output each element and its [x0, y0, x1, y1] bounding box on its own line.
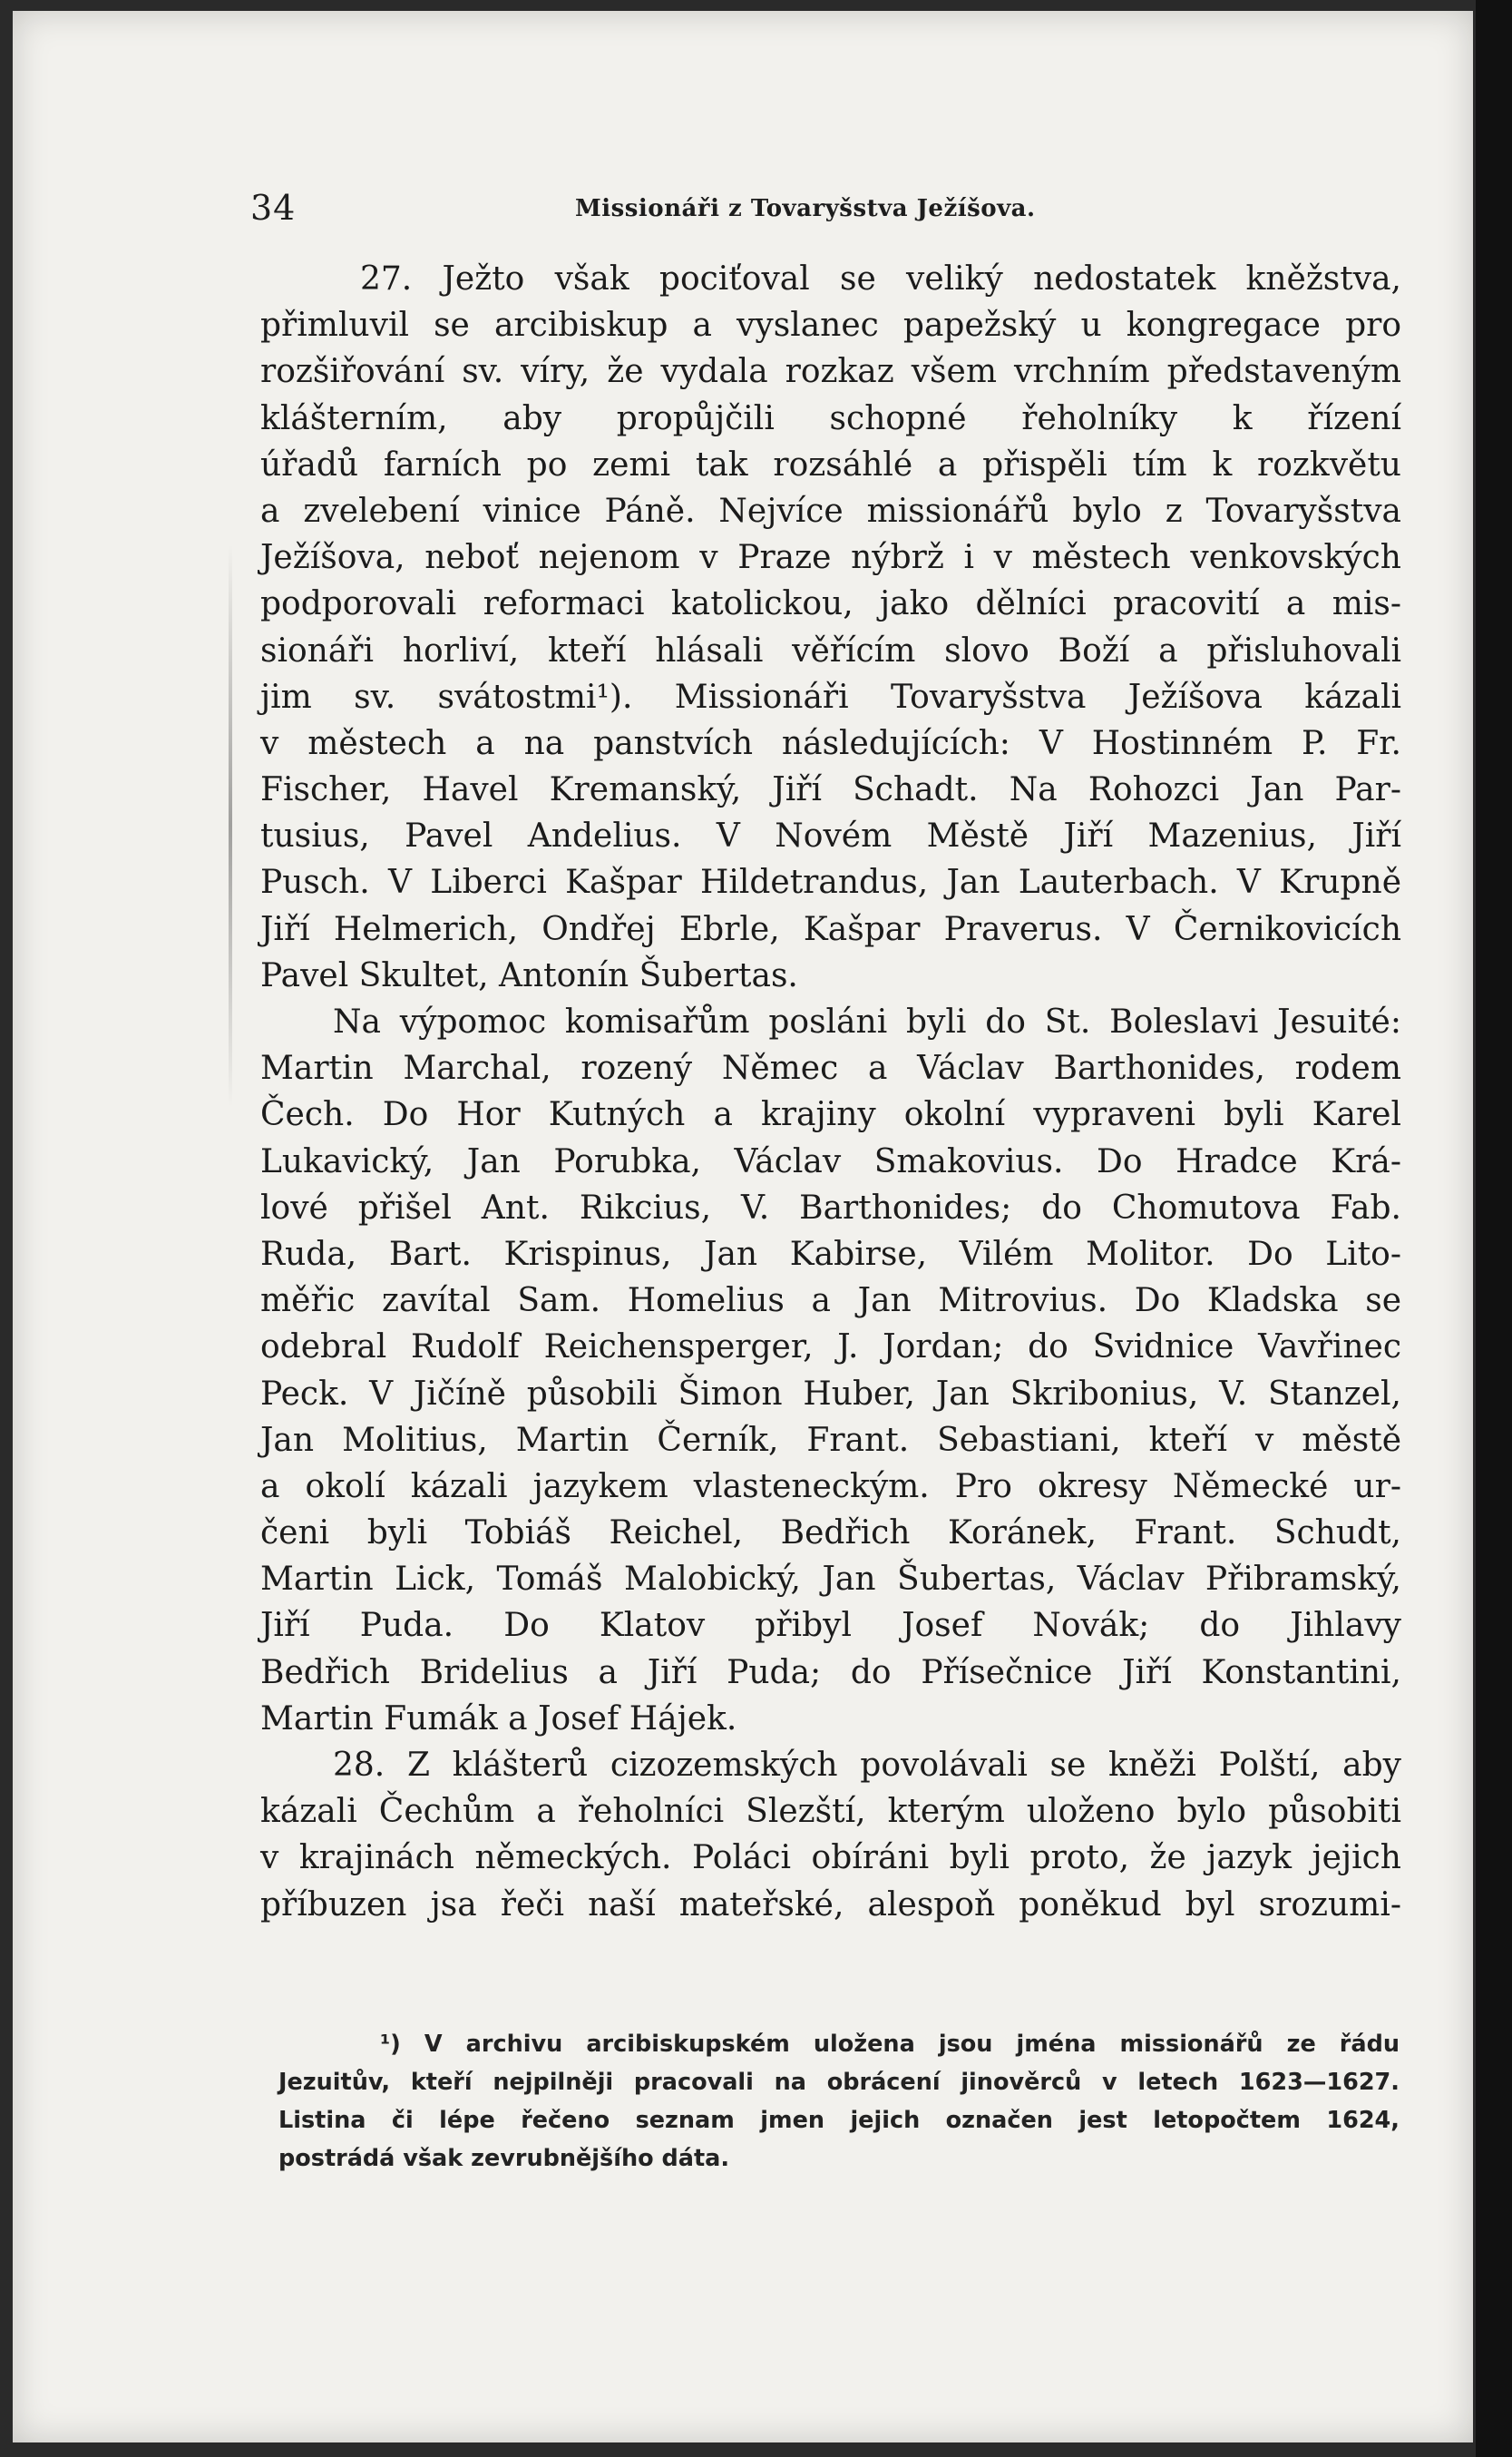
footnote-line: Jezuitův, kteří nejpilněji pracovali na obrácení jinověrců v letech 1623—1627.: [278, 2069, 1400, 2096]
footnote-line: ¹) V archivu arcibiskupském uložena jsou jména missionářů ze řádu: [380, 2031, 1400, 2058]
text-line: a okolí kázali jazykem vlasteneckým. Pro okresy Německé ur-: [260, 1467, 1401, 1505]
text-line: sionáři horliví, kteří hlásali věřícím slovo Boží a přisluhovali: [260, 631, 1401, 670]
text-line: Jiří Puda. Do Klatov přibyl Josef Novák; do Jihlavy: [260, 1607, 1401, 1645]
running-title: Missionáři z Tovaryšstva Ježíšova.: [575, 195, 1036, 222]
text-line: Lukavický, Jan Porubka, Václav Smakovius. Do Hradce Krá-: [260, 1142, 1401, 1180]
text-line: v krajinách německých. Poláci obíráni byli proto, že jazyk jejich: [260, 1839, 1401, 1877]
text-line: přimluvil se arcibiskup a vyslanec papežský u kongregace pro: [260, 307, 1401, 345]
text-line: Fischer, Havel Kremanský, Jiří Schadt. Na Rohozci Jan Par-: [260, 771, 1401, 809]
text-line: rozšiřování sv. víry, že vydala rozkaz všem vrchním představeným: [260, 353, 1401, 391]
margin-mark: [229, 544, 232, 1107]
text-line: a zvelebení vinice Páně. Nejvíce missionářů bylo z Tovaryšstva: [260, 492, 1401, 530]
scan-border: [1476, 0, 1512, 2457]
text-line: Ruda, Bart. Krispinus, Jan Kabirse, Vilém Molitor. Do Lito-: [260, 1235, 1401, 1273]
text-line: Pusch. V Liberci Kašpar Hildetrandus, Jan Lauterbach. V Krupně: [260, 864, 1401, 902]
text-line: Martin Fumák a Josef Hájek.: [260, 1699, 737, 1738]
text-line: podporovali reformaci katolickou, jako dělníci pracovití a mis-: [260, 585, 1401, 623]
main-text: [260, 256, 1401, 1928]
text-line: Peck. V Jičíně působili Šimon Huber, Jan Skribonius, V. Stanzel,: [260, 1375, 1401, 1413]
footnote-line: Listina či lépe řečeno seznam jmen jejich označen jest letopočtem 1624,: [278, 2107, 1400, 2134]
text-line: 27. Ježto však pociťoval se veliký nedostatek kněžstva,: [360, 260, 1401, 298]
text-line: Na výpomoc komisařům posláni byli do St. Boleslavi Jesuité:: [333, 1003, 1401, 1041]
footnote-line: postrádá však zevrubnějšího dáta.: [278, 2145, 730, 2172]
footnote: [278, 2025, 1400, 2178]
text-line: v městech a na panstvích následujících: V Hostinném P. Fr.: [260, 724, 1401, 762]
text-line: Ježíšova, neboť nejenom v Praze nýbrž i v městech venkovských: [260, 539, 1401, 577]
text-line: Pavel Skultet, Antonín Šubertas.: [260, 956, 798, 994]
text-line: úřadů farních po zemi tak rozsáhlé a přispěli tím k rozkvětu: [260, 445, 1401, 484]
text-line: Martin Lick, Tomáš Malobický, Jan Šubertas, Václav Přibramský,: [260, 1561, 1401, 1599]
text-line: čeni byli Tobiáš Reichel, Bedřich Koránek, Frant. Schudt,: [260, 1514, 1401, 1552]
text-line: 28. Z klášterů cizozemských povolávali se kněži Polští, aby: [333, 1747, 1401, 1784]
text-line: měřic zavítal Sam. Homelius a Jan Mitrovius. Do Kladska se: [260, 1282, 1401, 1320]
text-line: Bedřich Bridelius a Jiří Puda; do Přísečnice Jiří Konstantini,: [260, 1653, 1401, 1691]
page-number: 34: [250, 188, 297, 228]
text-line: kázali Čechům a řeholníci Slezští, kterým uloženo bylo působiti: [260, 1793, 1401, 1831]
text-line: příbuzen jsa řeči naší mateřské, alespoň poněkud byl srozumi-: [260, 1885, 1401, 1924]
text-line: Jiří Helmerich, Ondřej Ebrle, Kašpar Praverus. V Černikovicích: [260, 910, 1401, 948]
page-header: [250, 188, 1420, 233]
text-line: tusius, Pavel Andelius. V Novém Městě Jiří Mazenius, Jiří: [260, 817, 1401, 856]
text-line: Čech. Do Hor Kutných a krajiny okolní vypraveni byli Karel: [260, 1096, 1401, 1134]
text-line: Jan Molitius, Martin Černík, Frant. Sebastiani, kteří v městě: [260, 1421, 1401, 1459]
text-line: Martin Marchal, rozený Němec a Václav Barthonides, rodem: [260, 1050, 1401, 1088]
text-line: odebral Rudolf Reichensperger, J. Jordan; do Svidnice Vavřinec: [260, 1328, 1401, 1366]
text-line: jim sv. svátostmi¹). Missionáři Tovaryšstva Ježíšova kázali: [260, 678, 1401, 716]
text-line: lové přišel Ant. Rikcius, V. Barthonides; do Chomutova Fab.: [260, 1189, 1401, 1227]
text-line: klášterním, aby propůjčili schopné řeholníky k řízení: [260, 399, 1401, 437]
